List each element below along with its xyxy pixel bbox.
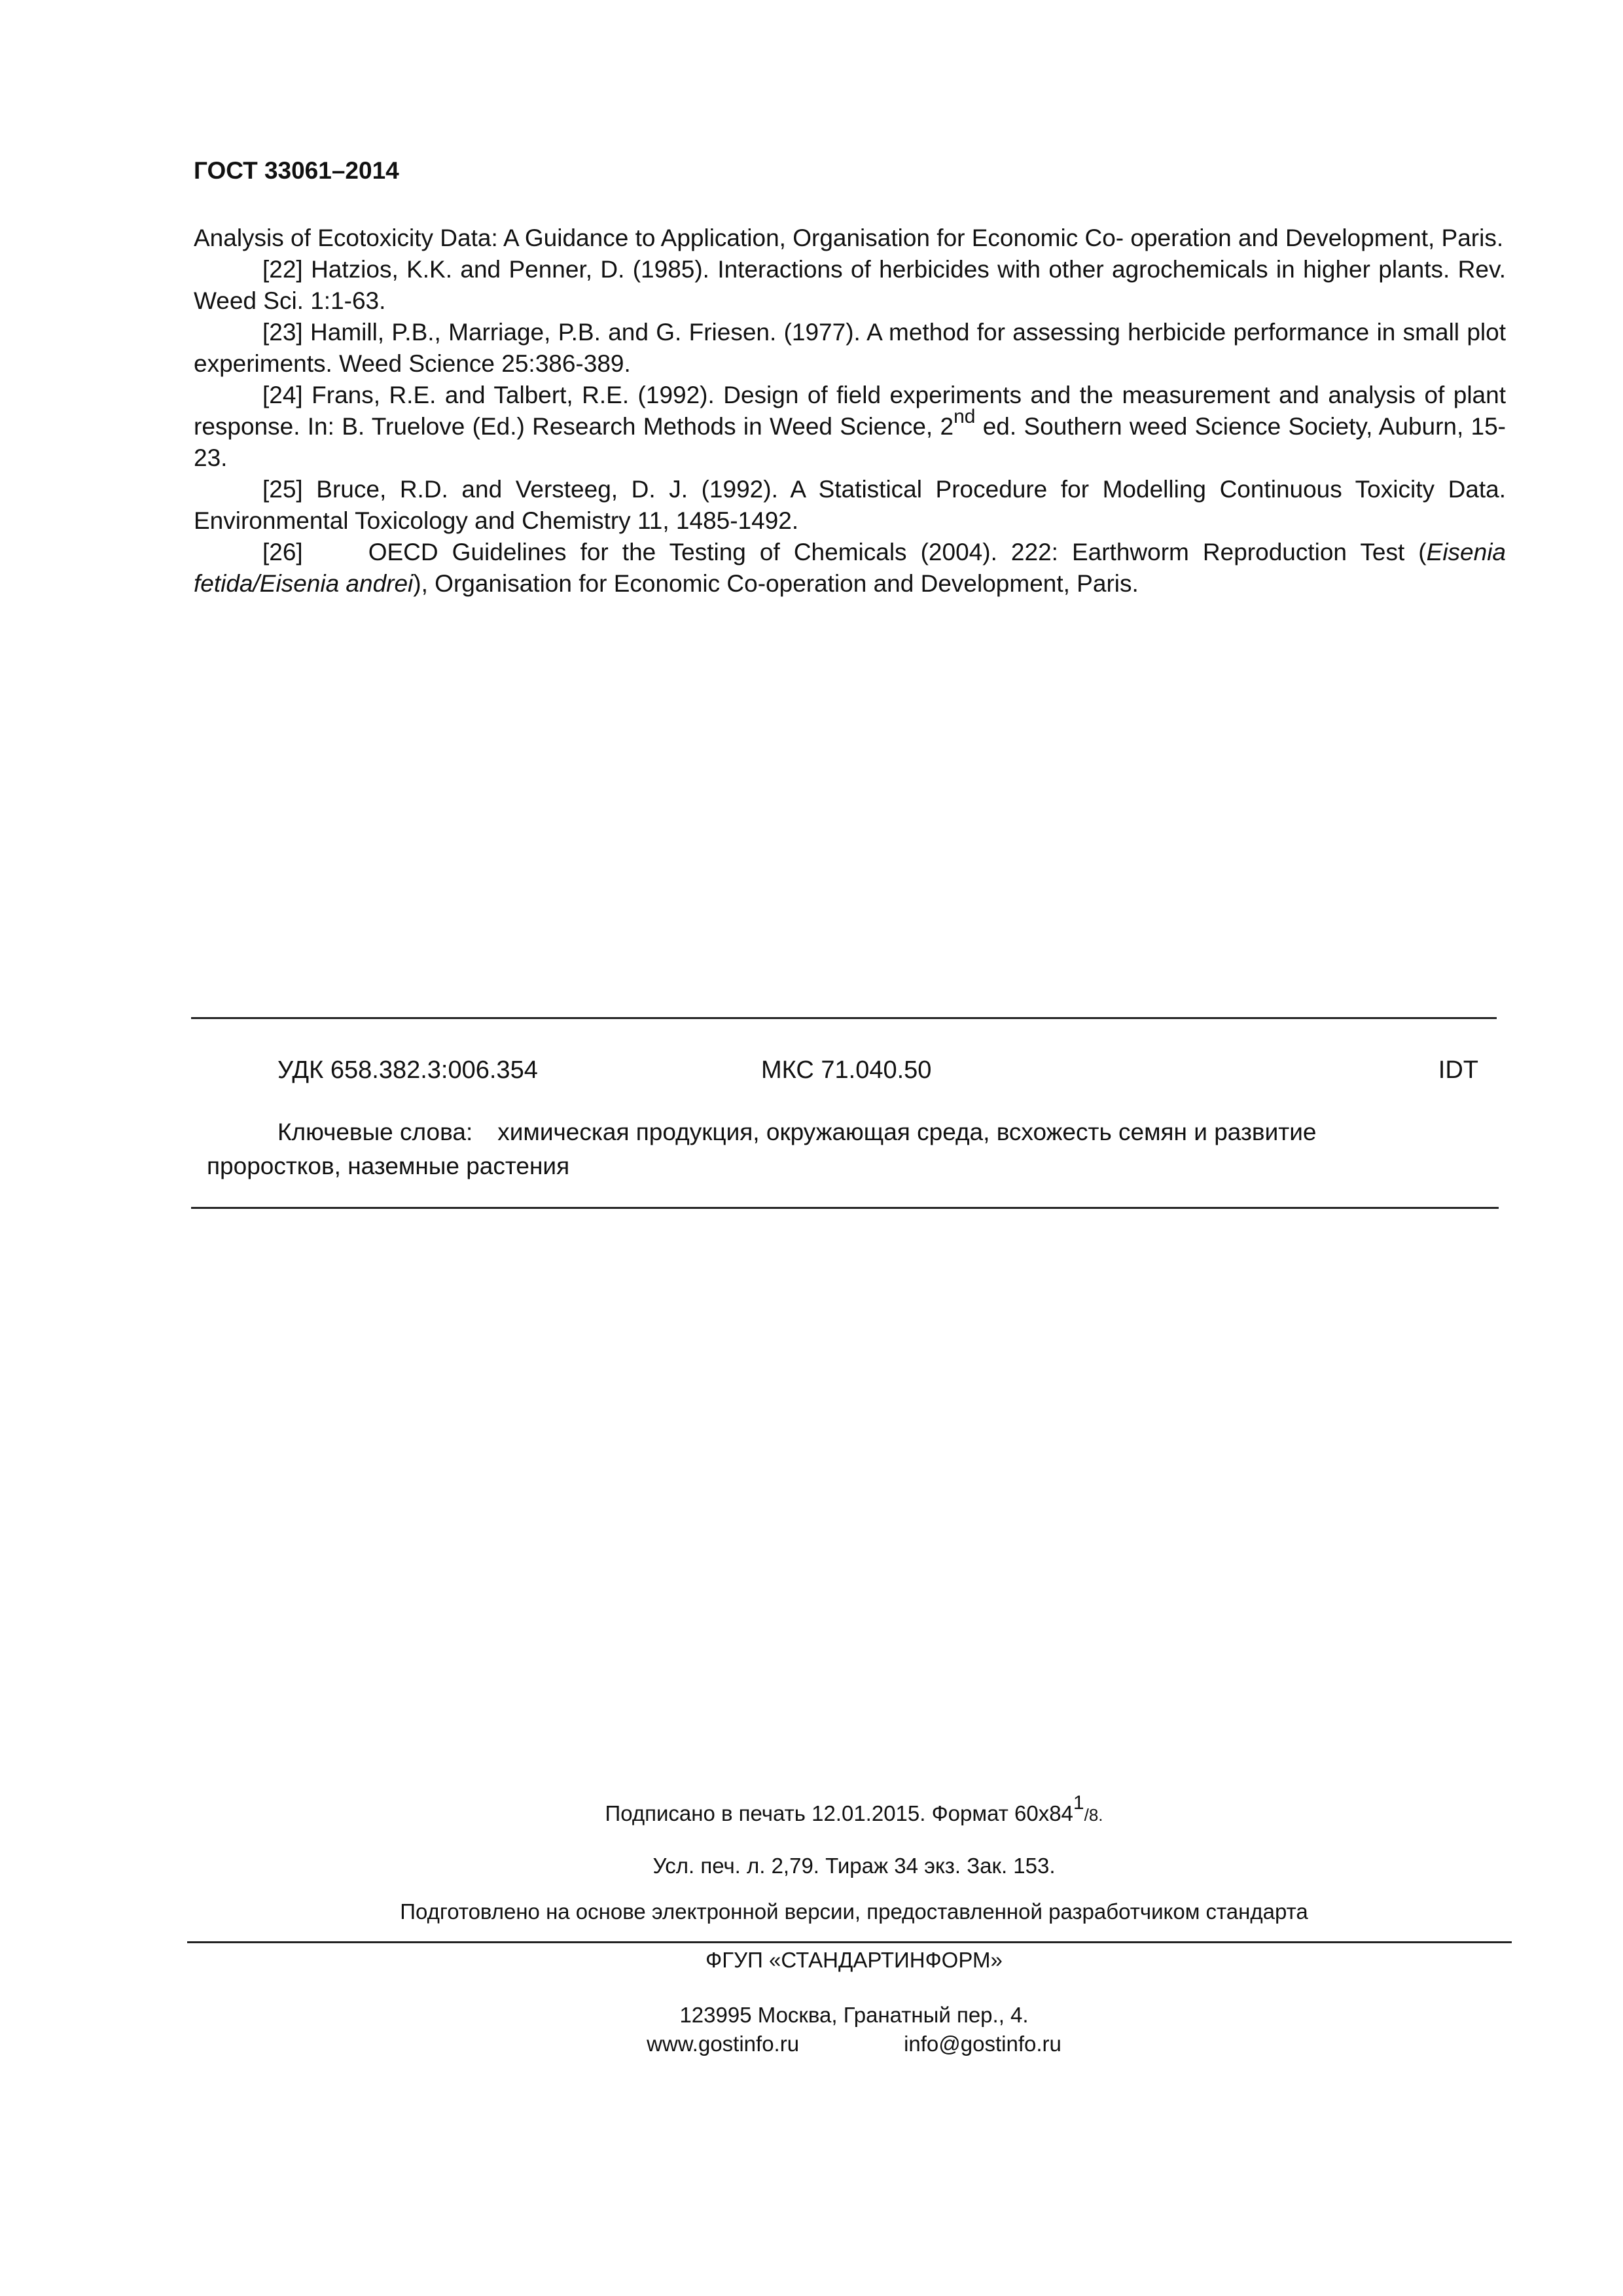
format-fraction-numerator: 1 <box>1073 1792 1084 1814</box>
reference-26 <box>194 537 1506 600</box>
udk-code: УДК 658.382.3:006.354 <box>277 1056 538 1084</box>
reference-continuation: Analysis of Ecotoxicity Data: A Guidance to Application, Organisation for Economic Co- operation and Development, Paris. <box>194 224 1504 251</box>
divider-top <box>191 1017 1497 1019</box>
reference-23: [23] Hamill, P.B., Marriage, P.B. and G. Friesen. (1977). A method for assessing herbicide performance in small plot experiments. Weed Science 25:386-389. <box>194 319 1506 377</box>
imprint-print-info: Усл. печ. л. 2,79. Тираж 34 экз. Зак. 153. <box>652 1854 1056 1878</box>
keywords-text: химическая продукция, окружающая среда, всхожесть семян и развитие <box>497 1119 1317 1145</box>
imprint-signed-text: Подписано в печать 12.01.2015. Формат 60x84 <box>605 1801 1073 1825</box>
idt-label: IDT <box>1438 1056 1478 1084</box>
keywords-line-1 <box>207 1115 1463 1149</box>
document-header: ГОСТ 33061–2014 <box>194 157 399 184</box>
divider-bottom <box>191 1207 1499 1209</box>
reference-26-number: [26] <box>262 539 303 565</box>
imprint-signed <box>190 1792 1518 1826</box>
publisher-contacts <box>190 2032 1518 2056</box>
divider-imprint <box>187 1941 1512 1943</box>
publisher-address: 123995 Москва, Гранатный пер., 4. <box>679 2003 1029 2027</box>
reference-24 <box>194 380 1506 474</box>
references-list <box>194 223 1506 600</box>
reference-24-text-end: ed. Southern weed Science Society, Auburn, 15-23. <box>194 413 1507 471</box>
email-link[interactable]: info@gostinfo.ru <box>904 2032 1061 2056</box>
reference-24-text: [24] Frans, R.E. and Talbert, R.E. (1992). Design of field experiments and the measurement and analysis of plant response. In: B. Truelove (Ed.) Research Methods in Weed Science, 2 <box>194 382 1506 440</box>
reference-26-text: OECD Guidelines for the Testing of Chemicals (2004). 222: Earthworm Reproduction Test ( <box>368 539 1427 565</box>
keywords-label: Ключевые слова: <box>277 1119 473 1145</box>
reference-25: [25] Bruce, R.D. and Versteeg, D. J. (1992). A Statistical Procedure for Modelling Continuous Toxicity Data. Environmental Toxicology and Chemistry 11, 1485-1492. <box>194 476 1506 534</box>
keywords-block <box>207 1115 1463 1183</box>
reference-22: [22] Hatzios, K.K. and Penner, D. (1985). Interactions of herbicides with other agrochemicals in higher plants. Rev. Weed Sci. 1:1-63. <box>194 256 1506 314</box>
mks-code: МКС 71.040.50 <box>761 1056 932 1084</box>
reference-26-text-end: ), Organisation for Economic Co-operation and Development, Paris. <box>413 570 1139 597</box>
website-link[interactable]: www.gostinfo.ru <box>647 2032 800 2056</box>
ordinal-suffix: nd <box>954 406 976 427</box>
reference-26-species: Eisenia fetida/Eisenia andrei <box>194 539 1506 597</box>
format-fraction-denominator: /8. <box>1084 1805 1103 1825</box>
keywords-line-2: проростков, наземные растения <box>207 1153 570 1179</box>
imprint-prepared: Подготовлено на основе электронной версии, предоставленной разработчиком стандарта <box>400 1899 1308 1924</box>
publisher-name: ФГУП «СТАНДАРТИНФОРМ» <box>705 1948 1003 1972</box>
